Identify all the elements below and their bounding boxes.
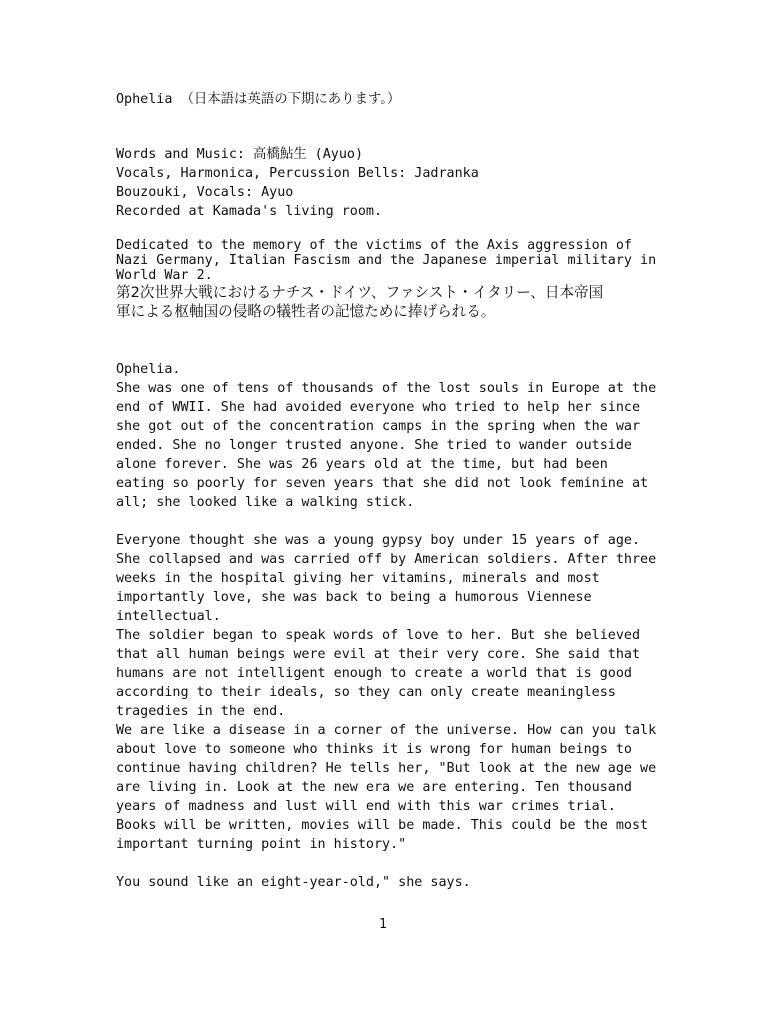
story-line: Everyone thought she was a young gypsy boy under 15 years of age. xyxy=(116,533,641,548)
page-number: 1 xyxy=(379,917,387,932)
story-line: that all human beings were evil at their very core. She said that xyxy=(116,647,641,662)
story-line: Ophelia. xyxy=(116,362,181,377)
story-line: weeks in the hospital giving her vitamins, minerals and most xyxy=(116,571,600,586)
dedication-line: Nazi Germany, Italian Fascism and the Japanese imperial military in xyxy=(116,253,657,268)
dedication-japanese-line: 軍による枢軸国の侵略の犠牲者の記憶ために捧げられる。 xyxy=(116,303,496,320)
story-line: The soldier began to speak words of love to her. But she believed xyxy=(116,628,641,643)
story-line: she got out of the concentration camps in the spring when the war xyxy=(116,419,641,434)
story-line: You sound like an eight-year-old," she says. xyxy=(116,875,471,890)
story-line: tragedies in the end. xyxy=(116,704,286,719)
dedication-line: World War 2. xyxy=(116,268,213,283)
story-line: importantly love, she was back to being a humorous Viennese xyxy=(116,590,592,605)
story-line: ended. She no longer trusted anyone. She tried to wander outside xyxy=(116,438,632,453)
story-line: years of madness and lust will end with this war crimes trial. xyxy=(116,799,616,814)
credits-line: Bouzouki, Vocals: Ayuo xyxy=(116,185,294,200)
story-line: Books will be written, movies will be made. This could be the most xyxy=(116,818,649,833)
credits-line: Recorded at Kamada's living room. xyxy=(116,204,383,219)
story-line: important turning point in history." xyxy=(116,837,407,852)
story-line: eating so poorly for seven years that she did not look feminine at xyxy=(116,476,649,491)
credits-line: Vocals, Harmonica, Percussion Bells: Jadranka xyxy=(116,166,479,181)
document-title: Ophelia （日本語は英語の下期にあります。） xyxy=(116,92,401,107)
dedication-japanese-line: 第2次世界大戦におけるナチス・ドイツ、ファシスト・イタリー、日本帝国 xyxy=(116,284,604,301)
story-line: end of WWII. She had avoided everyone who tried to help her since xyxy=(116,400,641,415)
story-line: intellectual. xyxy=(116,609,221,624)
story-line: We are like a disease in a corner of the universe. How can you talk xyxy=(116,723,657,738)
story-line: alone forever. She was 26 years old at the time, but had been xyxy=(116,457,608,472)
story-line: continue having children? He tells her, "But look at the new age we xyxy=(116,761,657,776)
dedication-line: Dedicated to the memory of the victims of the Axis aggression of xyxy=(116,238,632,253)
story-line: all; she looked like a walking stick. xyxy=(116,495,415,510)
credits-line: Words and Music: 高橋鮎生 (Ayuo) xyxy=(116,147,364,162)
story-line: according to their ideals, so they can only create meaningless xyxy=(116,685,616,700)
story-line: She collapsed and was carried off by American soldiers. After three xyxy=(116,552,657,567)
story-line: about love to someone who thinks it is wrong for human beings to xyxy=(116,742,632,757)
story-line: are living in. Look at the new era we are entering. Ten thousand xyxy=(116,780,632,795)
story-line: She was one of tens of thousands of the lost souls in Europe at the xyxy=(116,381,657,396)
story-line: humans are not intelligent enough to create a world that is good xyxy=(116,666,632,681)
